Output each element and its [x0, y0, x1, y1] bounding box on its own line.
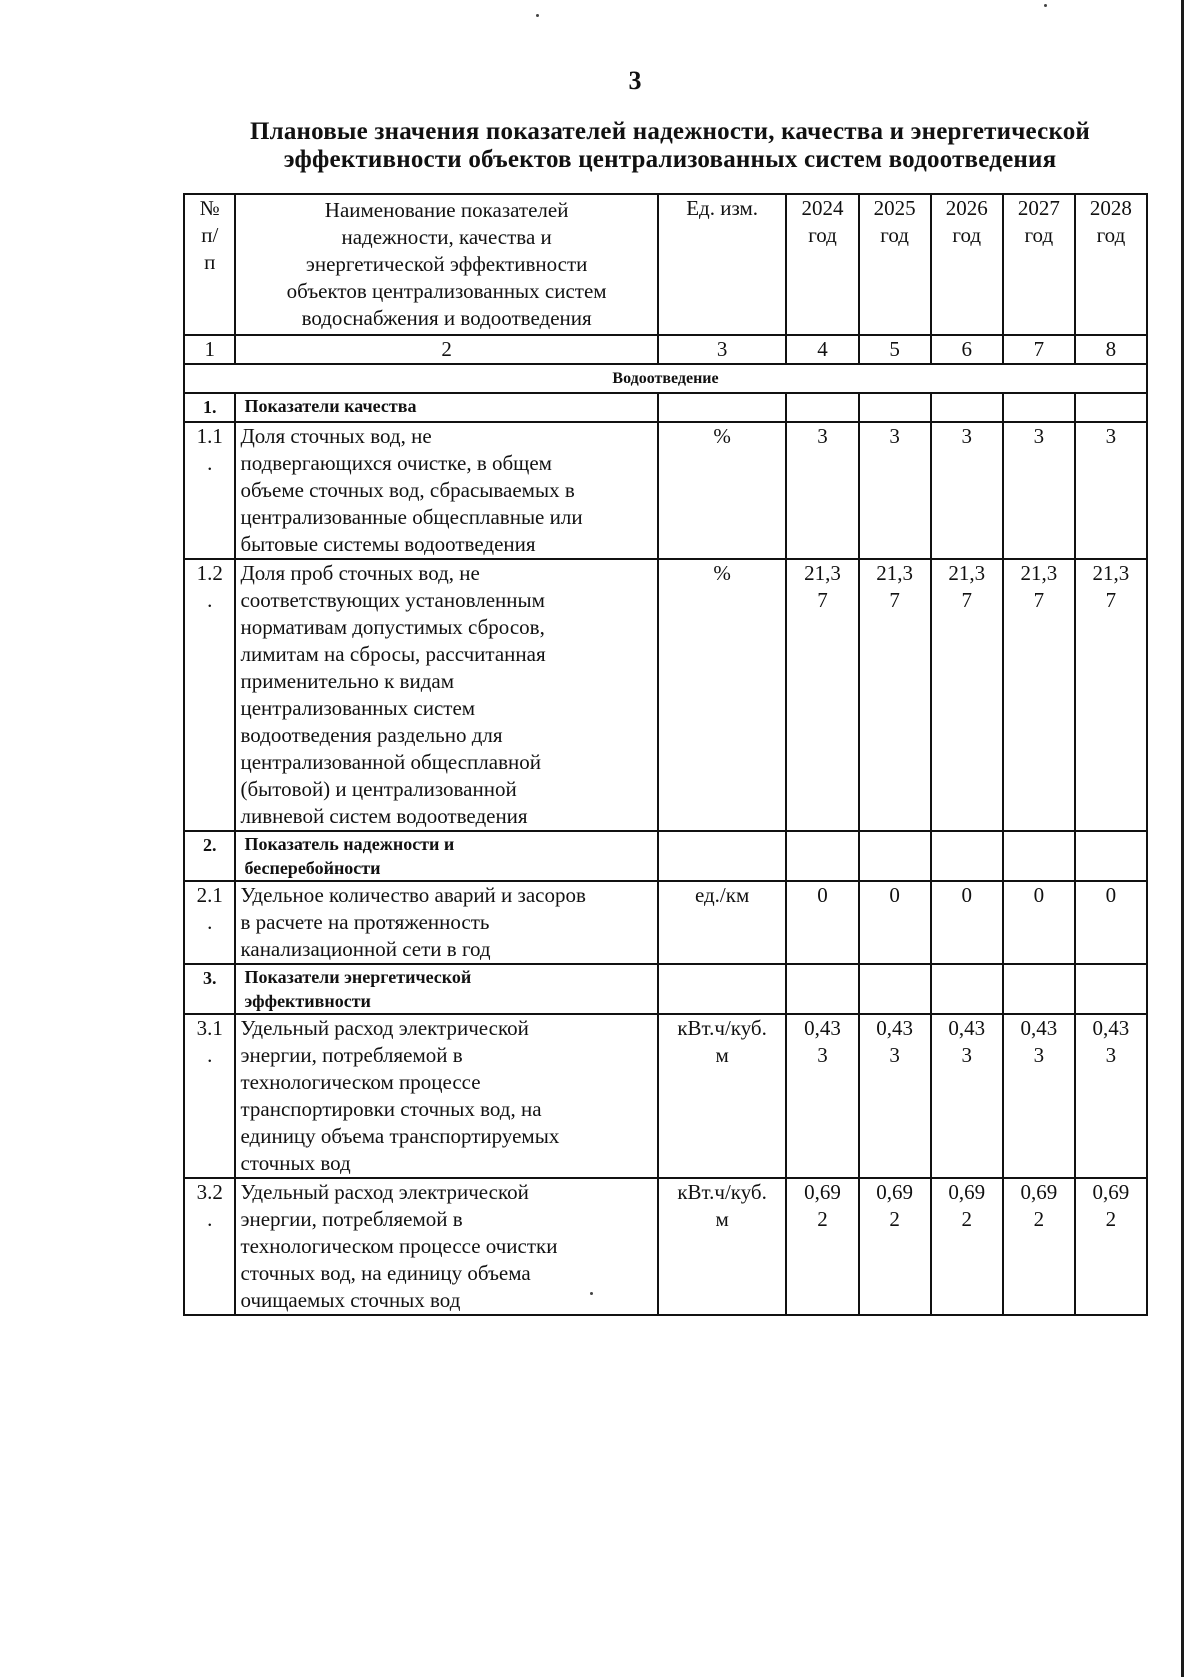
indicator-value: [1075, 1014, 1147, 1178]
indicator-number-dot: .: [207, 588, 213, 612]
indicator-value-line: 7: [1105, 588, 1117, 612]
group-number: 2.: [184, 831, 235, 881]
header-name-line: Наименование показателей: [324, 198, 569, 222]
indicator-value: [859, 559, 931, 831]
empty-cell: [1003, 964, 1075, 1014]
indicator-name-line: ливневой систем водоотведения: [240, 804, 528, 828]
indicator-value-line: 3: [817, 1043, 828, 1067]
document-title: [180, 118, 1160, 174]
indicator-value: [786, 1178, 858, 1315]
group-title-line: бесперебойности: [244, 858, 381, 878]
indicator-row: [184, 1178, 1147, 1315]
header-name-line: надежности, качества и: [341, 225, 552, 249]
group-row: [184, 964, 1147, 1014]
indicator-number-value: 2.1: [196, 883, 223, 907]
group-row: [184, 831, 1147, 881]
title-line-1: Плановые значения показателей надежности, качества и энергетической: [249, 118, 1091, 145]
indicator-name-line: бытовые системы водоотведения: [240, 532, 536, 556]
group-title: [235, 964, 657, 1014]
indicator-name-line: технологическом процессе очистки: [240, 1234, 558, 1258]
indicator-name-line: нормативам допустимых сбросов,: [240, 615, 545, 639]
header-year-label: год: [880, 223, 909, 247]
indicator-value-line: 3: [889, 424, 900, 448]
header-year: [859, 194, 931, 335]
header-year-value: 2024: [801, 196, 844, 220]
indicator-value-line: 2: [1033, 1207, 1045, 1231]
indicators-table: [183, 193, 1148, 1316]
indicator-number-dot: .: [207, 1043, 213, 1067]
header-year: [786, 194, 858, 335]
indicator-value: [786, 1014, 858, 1178]
indicator-value-line: 0,43: [804, 1016, 841, 1040]
indicator-value-line: 3: [961, 424, 972, 448]
indicator-name-line: энергии, потребляемой в: [240, 1207, 463, 1231]
indicator-unit-line: %: [713, 561, 731, 585]
empty-cell: [931, 393, 1003, 422]
indicator-value-line: 3: [1033, 1043, 1045, 1067]
indicator-value-line: 0,43: [1092, 1016, 1130, 1040]
indicator-value: [859, 422, 931, 559]
indicator-name-line: сточных вод: [240, 1151, 351, 1175]
indicator-number-value: 1.2: [196, 561, 223, 585]
header-year-value: 2026: [945, 196, 988, 220]
header-name-line: водоснабжения и водоотведения: [301, 306, 592, 330]
indicator-unit-line: кВт.ч/куб.: [677, 1016, 767, 1040]
indicator-value-line: 21,3: [1020, 561, 1058, 585]
empty-cell: [931, 831, 1003, 881]
indicator-value: [931, 881, 1003, 964]
empty-cell: [1075, 393, 1147, 422]
empty-cell: [786, 831, 858, 881]
indicator-number: [184, 1178, 235, 1315]
group-title: [235, 831, 657, 881]
column-number: 5: [859, 335, 931, 364]
group-number: 1.: [184, 393, 235, 422]
indicator-value-line: 0: [1033, 883, 1045, 907]
indicator-name-line: централизованных систем: [240, 696, 476, 720]
indicator-value: [1003, 422, 1075, 559]
section-row: [184, 364, 1147, 393]
indicator-number-value: 3.1: [196, 1016, 223, 1040]
column-number: 2: [235, 335, 657, 364]
indicator-unit: [658, 1178, 787, 1315]
indicator-value-line: 2: [889, 1207, 900, 1231]
indicator-value-line: 0: [817, 883, 828, 907]
indicator-value: [859, 1014, 931, 1178]
indicator-name-line: энергии, потребляемой в: [240, 1043, 463, 1067]
indicator-value: [931, 559, 1003, 831]
header-num: [184, 194, 235, 335]
indicator-value-line: 0,43: [1020, 1016, 1058, 1040]
indicator-number: [184, 881, 235, 964]
indicator-value: [1003, 559, 1075, 831]
page-number: 3: [628, 66, 642, 95]
indicator-name: [235, 1014, 657, 1178]
indicator-value-line: 0,69: [804, 1180, 841, 1204]
group-title: [235, 393, 657, 422]
indicator-value-line: 3: [817, 424, 828, 448]
group-title-line: Показатель надежности и: [244, 834, 455, 854]
indicator-value-line: 0,43: [876, 1016, 913, 1040]
indicator-unit-line: м: [715, 1043, 729, 1067]
indicator-name-line: очищаемых сточных вод: [240, 1288, 461, 1312]
indicator-value: [859, 881, 931, 964]
header-year-value: 2028: [1089, 196, 1132, 220]
indicator-name-line: объеме сточных вод, сбрасываемых в: [240, 478, 575, 502]
scan-edge-line: [1181, 0, 1184, 1677]
indicator-number: [184, 559, 235, 831]
indicator-value: [859, 1178, 931, 1315]
indicator-number-value: 1.1: [196, 424, 223, 448]
indicator-value-line: 21,3: [876, 561, 913, 585]
empty-cell: [1075, 831, 1147, 881]
header-year-value: 2027: [1017, 196, 1060, 220]
title-line-2: эффективности объектов централизованных систем водоотведения: [283, 146, 1057, 173]
indicator-value: [1075, 881, 1147, 964]
indicator-name-line: канализационной сети в год: [240, 937, 491, 961]
indicator-value-line: 2: [961, 1207, 972, 1231]
indicator-name-line: водоотведения раздельно для: [240, 723, 503, 747]
header-year-label: год: [1024, 223, 1054, 247]
indicator-value: [1075, 422, 1147, 559]
indicator-name-line: Удельный расход электрической: [240, 1180, 529, 1204]
indicator-unit: [658, 559, 787, 831]
indicator-name-line: единицу объема транспортируемых: [240, 1124, 560, 1148]
indicator-name-line: подвергающихся очистке, в общем: [240, 451, 552, 475]
indicator-value-line: 21,3: [804, 561, 841, 585]
indicator-name-line: Доля проб сточных вод, не: [240, 561, 480, 585]
indicator-value-line: 21,3: [1092, 561, 1130, 585]
indicator-value-line: 0: [889, 883, 900, 907]
empty-cell: [1075, 964, 1147, 1014]
indicator-value: [786, 559, 858, 831]
header-year: [1075, 194, 1147, 335]
indicator-row: [184, 559, 1147, 831]
indicator-value-line: 7: [889, 588, 900, 612]
empty-cell: [859, 964, 931, 1014]
empty-cell: [859, 831, 931, 881]
indicator-value-line: 2: [1105, 1207, 1117, 1231]
indicator-value-line: 0,69: [1092, 1180, 1130, 1204]
indicator-name-line: централизованной общесплавной: [240, 750, 541, 774]
indicator-value-line: 7: [961, 588, 972, 612]
indicator-unit: [658, 422, 787, 559]
indicator-number-value: 3.2: [196, 1180, 223, 1204]
empty-cell: [786, 964, 858, 1014]
indicator-value: [1003, 1014, 1075, 1178]
indicator-value: [1003, 1178, 1075, 1315]
indicator-name-line: сточных вод, на единицу объема: [240, 1261, 531, 1285]
empty-cell: [658, 964, 787, 1014]
indicator-value: [931, 422, 1003, 559]
header-num-line: п/: [201, 223, 219, 247]
header-num-line: №: [199, 196, 220, 220]
column-number: 6: [931, 335, 1003, 364]
indicator-name-line: технологическом процессе: [240, 1070, 481, 1094]
indicator-name-line: соответствующих установленным: [240, 588, 545, 612]
column-number: 7: [1003, 335, 1075, 364]
group-title-line: эффективности: [244, 991, 371, 1011]
indicator-unit-line: м: [715, 1207, 729, 1231]
indicator-name-line: в расчете на протяженность: [240, 910, 490, 934]
indicator-value: [931, 1178, 1003, 1315]
empty-cell: [658, 831, 787, 881]
indicator-unit: [658, 881, 787, 964]
indicator-value: [1003, 881, 1075, 964]
column-number: 8: [1075, 335, 1147, 364]
header-name-line: энергетической эффективности: [305, 252, 588, 276]
indicator-number-dot: .: [207, 451, 213, 475]
empty-cell: [658, 393, 787, 422]
scan-speck: [1044, 4, 1047, 7]
column-number: 4: [786, 335, 858, 364]
header-name: [235, 194, 657, 335]
indicator-value-line: 7: [1033, 588, 1045, 612]
indicator-value: [1075, 1178, 1147, 1315]
indicator-number: [184, 1014, 235, 1178]
indicator-value-line: 0,69: [1020, 1180, 1058, 1204]
column-number: 1: [184, 335, 235, 364]
indicator-value: [786, 881, 858, 964]
indicator-value-line: 3: [1105, 424, 1117, 448]
indicator-number-dot: .: [207, 910, 213, 934]
empty-cell: [1003, 831, 1075, 881]
header-year-label: год: [808, 223, 837, 247]
header-year-label: год: [1096, 223, 1126, 247]
indicator-unit: [658, 1014, 787, 1178]
indicator-value-line: 3: [961, 1043, 972, 1067]
indicator-name-line: Удельный расход электрической: [240, 1016, 529, 1040]
group-number: 3.: [184, 964, 235, 1014]
indicator-name: [235, 559, 657, 831]
indicator-name-line: Удельное количество аварий и засоров: [240, 883, 586, 907]
indicator-value-line: 0,43: [948, 1016, 986, 1040]
header-name-line: объектов централизованных систем: [286, 279, 607, 303]
indicator-value-line: 7: [817, 588, 828, 612]
indicator-value-line: 3: [889, 1043, 900, 1067]
indicator-number-dot: .: [207, 1207, 213, 1231]
indicator-value-line: 21,3: [948, 561, 986, 585]
indicator-value-line: 3: [1033, 424, 1045, 448]
empty-cell: [931, 964, 1003, 1014]
indicator-value-line: 0,69: [876, 1180, 913, 1204]
table-header-row: [184, 194, 1147, 335]
header-unit: Ед. изм.: [658, 194, 787, 335]
indicator-value-line: 0: [961, 883, 972, 907]
indicator-value-line: 2: [817, 1207, 828, 1231]
empty-cell: [786, 393, 858, 422]
column-numbers-row: [184, 335, 1147, 364]
indicator-name-line: централизованные общесплавные или: [240, 505, 583, 529]
indicator-unit-line: %: [713, 424, 731, 448]
indicator-name: [235, 881, 657, 964]
group-title-line: Показатели качества: [244, 396, 417, 416]
indicator-unit-line: ед./км: [694, 883, 750, 907]
indicator-name-line: транспортировки сточных вод, на: [240, 1097, 542, 1121]
header-year-label: год: [952, 223, 982, 247]
indicator-unit-line: кВт.ч/куб.: [677, 1180, 767, 1204]
group-row: [184, 393, 1147, 422]
header-num-line: п: [204, 250, 216, 274]
indicator-name: [235, 422, 657, 559]
header-year: [1003, 194, 1075, 335]
indicator-row: [184, 1014, 1147, 1178]
header-year: [931, 194, 1003, 335]
indicator-number: [184, 422, 235, 559]
indicator-name-line: лимитам на сбросы, рассчитанная: [240, 642, 546, 666]
indicator-value-line: 0,69: [948, 1180, 986, 1204]
indicator-name-line: Доля сточных вод, не: [240, 424, 432, 448]
empty-cell: [859, 393, 931, 422]
indicator-value: [786, 422, 858, 559]
section-title: Водоотведение: [184, 364, 1147, 393]
indicator-value-line: 3: [1105, 1043, 1117, 1067]
empty-cell: [1003, 393, 1075, 422]
scan-speck: [536, 14, 539, 17]
group-title-line: Показатели энергетической: [244, 967, 472, 987]
indicator-value: [1075, 559, 1147, 831]
header-year-value: 2025: [873, 196, 916, 220]
indicator-name-line: (бытовой) и централизованной: [240, 777, 517, 801]
indicator-value-line: 0: [1105, 883, 1117, 907]
column-number: 3: [658, 335, 787, 364]
indicator-row: [184, 881, 1147, 964]
indicator-name: [235, 1178, 657, 1315]
indicator-name-line: применительно к видам: [240, 669, 454, 693]
indicator-value: [931, 1014, 1003, 1178]
indicator-row: [184, 422, 1147, 559]
